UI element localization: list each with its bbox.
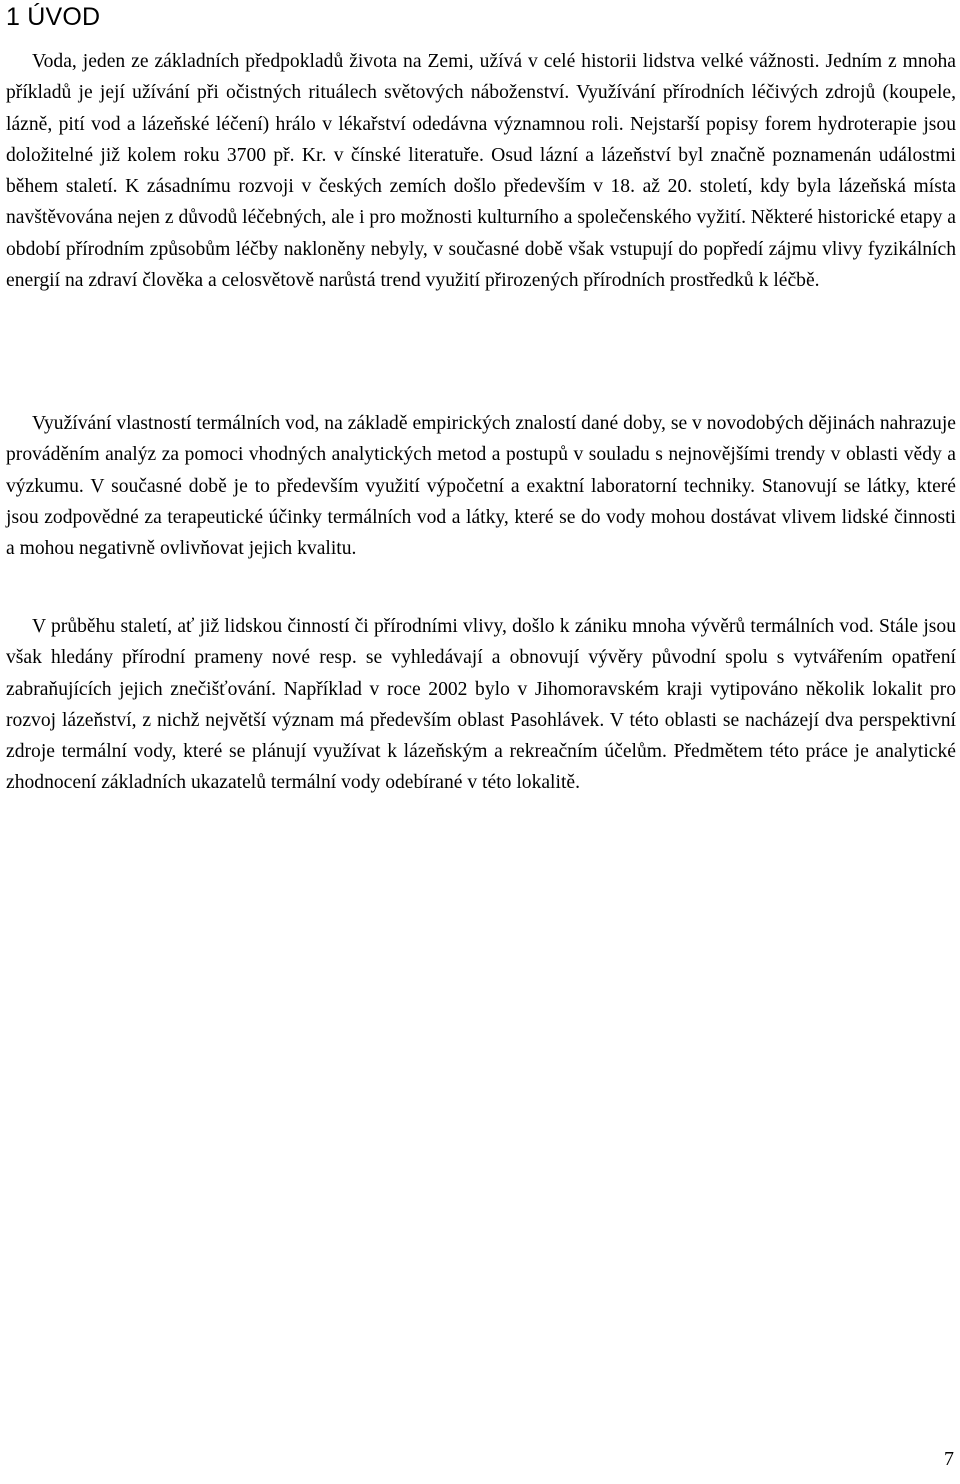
page-number: 7 [944, 1448, 954, 1470]
chapter-heading: 1 ÚVOD [6, 3, 101, 31]
paragraph-springs: V průběhu staletí, ať již lidskou činností či přírodními vlivy, došlo k zániku mnoha vývěrů termálních vod. Stále jsou však hledány přírodní prameny nové resp. se vyhledávají a obnovují vývěry původní spolu s vytvářením opatření zabraňujících jejich znečišťování. Například v roce 2002 bylo v Jihomoravském kraji vytipováno několik lokalit pro rozvoj lázeňství, z nichž největší význam má především oblast Pasohlávek. V této oblasti se nacházejí dva perspektivní zdroje termální vody, které se plánují využívat k lázeňským a rekreačním účelům. Předmětem této práce je analytické zhodnocení základních ukazatelů termální vody odebírané v této lokalitě. [6, 616, 956, 794]
paragraph-analysis: Využívání vlastností termálních vod, na základě empirických znalostí dané doby, se v novodobých dějinách nahrazuje prováděním analýz za pomoci vhodných analytických metod a postupů v souladu s nejnovějšími trendy v oblasti vědy a výzkumu. V současné době je to především využití výpočetní a exaktní laboratorní techniky. Stanovují se látky, které jsou zodpovědné za terapeutické účinky termálních vod a látky, které se do vody mohou dostávat vlivem lidské činnosti a mohou negativně ovlivňovat jejich kvalitu. [6, 413, 956, 560]
paragraph-intro: Voda, jeden ze základních předpokladů života na Zemi, užívá v celé historii lidstva velké vážnosti. Jedním z mnoha příkladů je její užívání při očistných rituálech světových náboženství. Využívání přírodních léčivých zdrojů (koupele, lázně, pití vod a lázeňské léčení) hrálo v lékařství odedávna významnou roli. Nejstarší popisy forem hydroterapie jsou doložitelné již kolem roku 3700 př. Kr. v čínské literatuře. Osud lázní a lázeňství byl značně poznamenán událostmi během staletí. K zásadnímu rozvoji v českých zemích došlo především v 18. až 20. století, kdy byla lázeňská místa navštěvována nejen z důvodů léčebných, ale i pro možnosti kulturního a společenského vyžití. Některé historické etapy a období přírodním způsobům léčby nakloněny nebyly, v současné době však vstupují do popředí zájmu vlivy fyzikálních energií na zdraví člověka a celosvětově narůstá trend využití přirozených přírodních prostředků k léčbě. [6, 51, 956, 292]
